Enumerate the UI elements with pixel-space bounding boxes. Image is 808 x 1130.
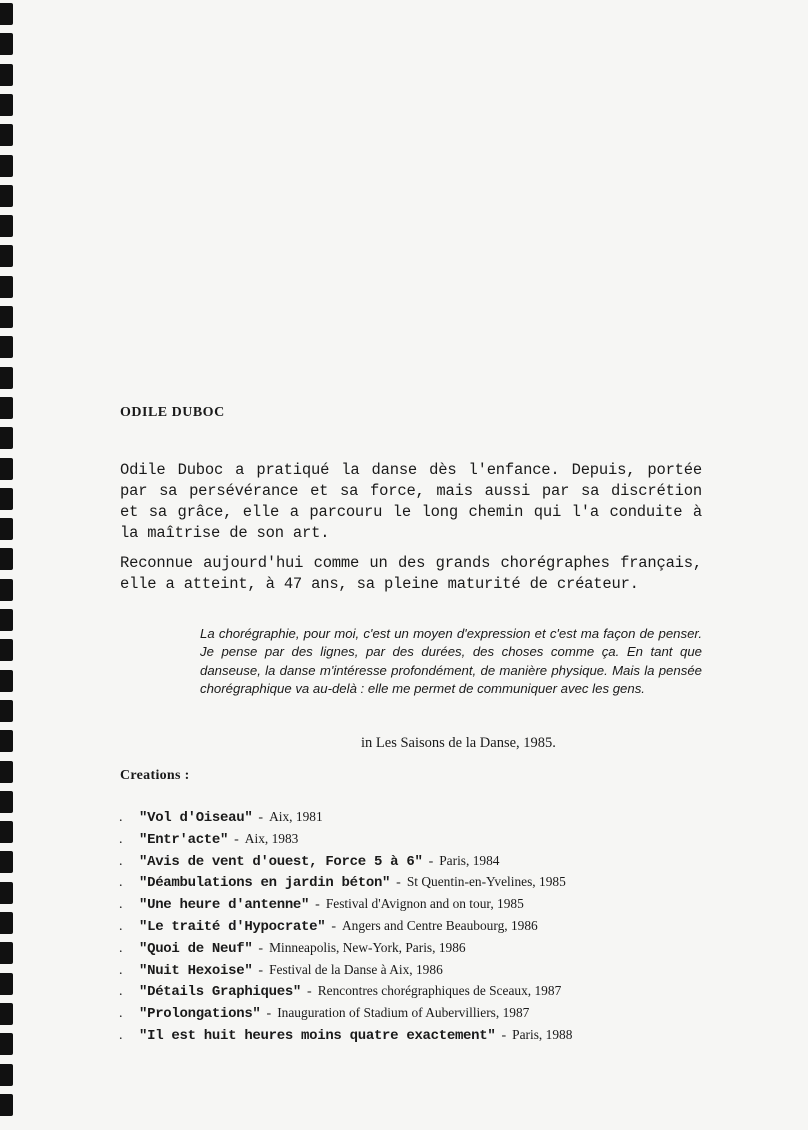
dash: - (428, 853, 434, 869)
list-item (119, 893, 719, 915)
binding-hole (0, 609, 13, 631)
binding-hole (0, 245, 13, 267)
dash: - (266, 1006, 272, 1022)
recognition-paragraph: Reconnue aujourd'hui comme un des grands chorégraphes français, elle a atteint, à 47 ans, sa pleine maturité de créateur. (120, 554, 702, 593)
bullet: . (119, 1006, 123, 1022)
binding-hole (0, 851, 13, 873)
binding-hole (0, 730, 13, 752)
work-title: "Prolongations" (139, 1006, 261, 1023)
binding-hole (0, 1094, 13, 1116)
bullet: . (119, 897, 123, 913)
binding-hole (0, 397, 13, 419)
work-title: "Vol d'Oiseau" (139, 810, 253, 826)
binding-hole (0, 518, 13, 540)
bullet: . (119, 962, 123, 978)
binding-hole (0, 548, 13, 570)
dash: - (331, 918, 337, 934)
work-info: Angers and Centre Beaubourg, 1986 (342, 917, 538, 933)
binding-hole (0, 427, 13, 449)
bullet: . (119, 984, 123, 1000)
creations-heading: Creations : (120, 768, 190, 783)
work-info: Inauguration of Stadium of Aubervilliers, 1987 (277, 1005, 530, 1021)
work-info: Aix, 1981 (269, 809, 323, 824)
dash: - (307, 984, 312, 1000)
dash: - (258, 962, 264, 978)
binding-hole (0, 1033, 13, 1055)
page-title: ODILE DUBOC (120, 405, 225, 420)
work-info: Festival de la Danse à Aix, 1986 (269, 961, 443, 977)
bullet: . (119, 875, 123, 891)
list-item (119, 915, 719, 937)
work-info: Paris, 1984 (439, 852, 500, 868)
bullet: . (119, 1027, 123, 1043)
binding-hole (0, 488, 13, 510)
work-title: "Entr'acte" (139, 831, 229, 848)
work-title: "Il est huit heures moins quatre exactement" (139, 1027, 496, 1044)
creations-list (119, 806, 719, 1046)
work-info: Aix, 1983 (244, 830, 299, 846)
work-info: St Quentin-en-Yvelines, 1985 (406, 874, 566, 890)
work-title: "Le traité d'Hypocrate" (139, 918, 326, 935)
binding-hole (0, 185, 13, 207)
binding-hole (0, 276, 13, 298)
work-title: "Détails Graphiques" (139, 984, 302, 1001)
dash: - (258, 810, 264, 825)
work-info: Minneapolis, New-York, Paris, 1986 (269, 939, 466, 955)
work-info: Paris, 1988 (512, 1026, 573, 1042)
list-item (119, 937, 719, 959)
binding-hole (0, 761, 13, 783)
binding-hole (0, 367, 13, 389)
binding-hole (0, 821, 13, 843)
binding-hole (0, 336, 13, 358)
quote-source: in Les Saisons de la Danse, 1985. (361, 735, 556, 751)
bullet: . (119, 940, 123, 956)
work-title: "Une heure d'antenne" (139, 897, 310, 914)
list-item (119, 871, 719, 893)
bullet: . (119, 853, 123, 869)
work-info: Festival d'Avignon and on tour, 1985 (325, 896, 524, 912)
binding-hole (0, 912, 13, 934)
dash: - (258, 940, 264, 956)
dash: - (234, 831, 239, 847)
list-item (119, 980, 719, 1002)
binding-hole (0, 3, 13, 25)
bullet: . (119, 918, 123, 934)
binding-hole (0, 882, 13, 904)
binding-hole (0, 670, 13, 692)
intro-paragraph: Odile Duboc a pratiqué la danse dès l'enfance. Depuis, portée par sa persévérance et sa force, mais aussi par sa discrétion et sa grâce, elle a parcouru le long chemin qui l'a conduite à la maîtrise de son art. (120, 461, 702, 542)
work-title: "Quoi de Neuf" (139, 940, 253, 957)
binding-hole (0, 155, 13, 177)
work-title: "Déambulations en jardin béton" (139, 875, 391, 892)
binding-hole (0, 1064, 13, 1086)
list-item (119, 1024, 719, 1046)
bullet: . (119, 810, 123, 825)
dash: - (501, 1027, 507, 1043)
bullet: . (119, 831, 123, 847)
binding-hole (0, 306, 13, 328)
list-item (119, 828, 719, 850)
binding-hole (0, 458, 13, 480)
dash: - (315, 897, 320, 913)
list-item (119, 959, 719, 981)
list-item (119, 806, 719, 828)
dash: - (396, 875, 401, 891)
list-item (119, 1002, 719, 1024)
binding-hole (0, 579, 13, 601)
binding-hole (0, 33, 13, 55)
binding-hole (0, 1003, 13, 1025)
binding-hole (0, 124, 13, 146)
work-info: Rencontres chorégraphiques de Sceaux, 1987 (317, 983, 562, 999)
binding-hole (0, 639, 13, 661)
list-item (119, 850, 719, 872)
spiral-binding-holes (0, 0, 16, 1130)
binding-hole (0, 942, 13, 964)
binding-hole (0, 973, 13, 995)
binding-hole (0, 64, 13, 86)
binding-hole (0, 700, 13, 722)
quote-text: La chorégraphie, pour moi, c'est un moyen d'expression et c'est ma façon de penser. Je pense par des lignes, par des durées, des choses comme ça. En tant que danseuse, la danse m'intéresse profondément, de manière physique. Mais la pensée chorégraphique va au-delà : elle me permet de communiquer avec les gens. (200, 626, 702, 697)
binding-hole (0, 791, 13, 813)
work-title: "Avis de vent d'ouest, Force 5 à 6" (139, 853, 423, 870)
work-title: "Nuit Hexoise" (139, 962, 253, 979)
binding-hole (0, 215, 13, 237)
binding-hole (0, 94, 13, 116)
